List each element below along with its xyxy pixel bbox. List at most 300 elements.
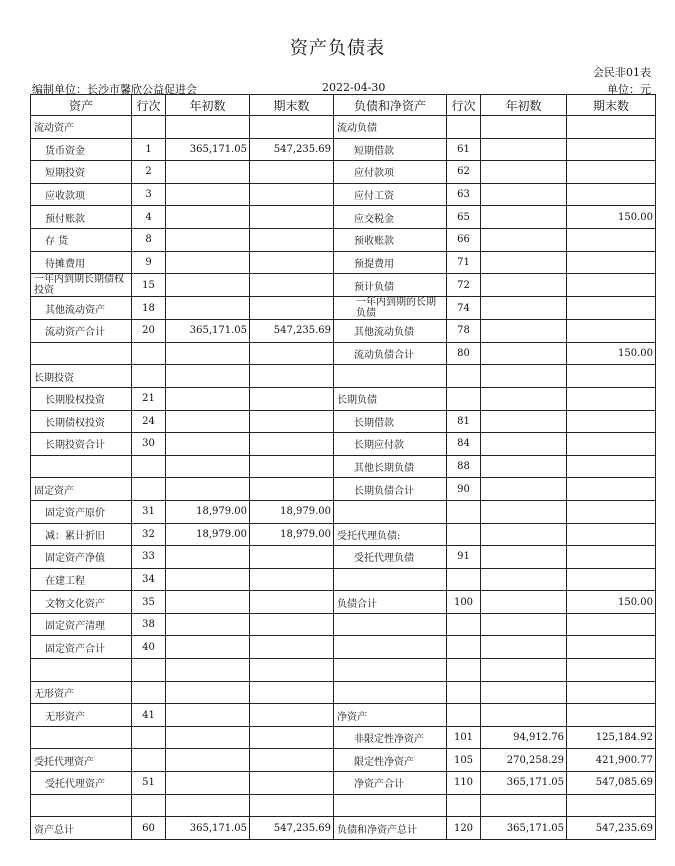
liability-item: 长期借款 (334, 410, 447, 433)
asset-item: 固定资产清理 (31, 613, 132, 636)
liability-item (334, 794, 447, 817)
liability-line-no (447, 636, 481, 659)
table-row (31, 206, 656, 229)
liability-beginning (481, 228, 567, 251)
asset-beginning (166, 342, 250, 365)
asset-beginning (166, 568, 250, 591)
table-row (31, 433, 656, 456)
table-row (31, 681, 656, 704)
liability-ending (567, 636, 656, 659)
liability-beginning (481, 455, 567, 478)
liability-beginning (481, 478, 567, 501)
liability-line-no: 72 (447, 274, 481, 297)
asset-ending (250, 681, 334, 704)
balance-sheet-body (31, 116, 656, 840)
liability-beginning (481, 794, 567, 817)
liability-ending: 547,085.69 (567, 772, 656, 795)
liability-item (334, 365, 447, 388)
header-line-no: 行次 (447, 95, 481, 116)
liability-item: 应付款项 (334, 161, 447, 184)
header-beginning-balance: 年初数 (481, 95, 567, 116)
asset-item (31, 726, 132, 749)
asset-beginning (166, 636, 250, 659)
liability-line-no: 91 (447, 546, 481, 569)
asset-item: 短期投资 (31, 161, 132, 184)
asset-line-no (132, 478, 166, 501)
liability-ending (567, 455, 656, 478)
table-row (31, 342, 656, 365)
liability-beginning (481, 206, 567, 229)
asset-beginning (166, 387, 250, 410)
liability-item: 负债合计 (334, 591, 447, 614)
liability-item: 净资产合计 (334, 772, 447, 795)
asset-item: 货币资金 (31, 138, 132, 161)
liability-ending (567, 274, 656, 297)
liability-beginning (481, 500, 567, 523)
liability-ending (567, 410, 656, 433)
liability-beginning: 270,258.29 (481, 749, 567, 772)
table-row (31, 410, 656, 433)
liability-ending (567, 161, 656, 184)
liability-item: 预计负债 (334, 274, 447, 297)
liability-ending: 150.00 (567, 342, 656, 365)
asset-line-no (132, 726, 166, 749)
liability-ending: 150.00 (567, 206, 656, 229)
liability-ending (567, 478, 656, 501)
asset-beginning (166, 183, 250, 206)
asset-line-no: 24 (132, 410, 166, 433)
asset-ending (250, 613, 334, 636)
asset-beginning (166, 726, 250, 749)
asset-line-no (132, 659, 166, 682)
liability-line-no (447, 568, 481, 591)
liability-item: 长期应付款 (334, 433, 447, 456)
table-row (31, 636, 656, 659)
liability-ending (567, 659, 656, 682)
liability-item: 受托代理负债 (334, 546, 447, 569)
asset-beginning (166, 794, 250, 817)
liability-ending (567, 183, 656, 206)
form-code: 会民非01表 (593, 66, 651, 79)
asset-ending (250, 161, 334, 184)
liability-beginning (481, 138, 567, 161)
liability-line-no (447, 500, 481, 523)
report-title: 资产负债表 (290, 38, 385, 59)
header-ending-balance: 期末数 (250, 95, 334, 116)
liability-line-no: 88 (447, 455, 481, 478)
table-row (31, 659, 656, 682)
liability-ending (567, 116, 656, 139)
asset-item: 存 货 (31, 228, 132, 251)
asset-beginning: 18,979.00 (166, 500, 250, 523)
asset-beginning: 365,171.05 (166, 138, 250, 161)
asset-item: 文物文化资产 (31, 591, 132, 614)
header-ending-balance: 期末数 (567, 95, 656, 116)
table-row (31, 297, 656, 320)
asset-beginning (166, 591, 250, 614)
liability-beginning (481, 116, 567, 139)
liability-ending (567, 523, 656, 546)
asset-beginning (166, 297, 250, 320)
asset-ending (250, 206, 334, 229)
table-row (31, 365, 656, 388)
asset-line-no: 4 (132, 206, 166, 229)
asset-line-no: 8 (132, 228, 166, 251)
asset-item: 受托代理资产 (31, 749, 132, 772)
asset-line-no: 38 (132, 613, 166, 636)
liability-ending (567, 794, 656, 817)
liability-beginning (481, 161, 567, 184)
table-row (31, 613, 656, 636)
asset-item: 资产总计 (31, 817, 132, 840)
table-row (31, 228, 656, 251)
liability-line-no: 74 (447, 297, 481, 320)
asset-item: 在建工程 (31, 568, 132, 591)
table-row (31, 704, 656, 727)
liability-line-no (447, 681, 481, 704)
header-beginning-balance: 年初数 (166, 95, 250, 116)
liability-line-no (447, 613, 481, 636)
asset-beginning (166, 365, 250, 388)
asset-line-no: 51 (132, 772, 166, 795)
asset-beginning (166, 478, 250, 501)
asset-item: 一年内到期长期债权投资 (31, 274, 132, 297)
liability-item: 净资产 (334, 704, 447, 727)
table-row (31, 387, 656, 410)
table-row (31, 726, 656, 749)
table-row (31, 251, 656, 274)
liability-ending: 547,235.69 (567, 817, 656, 840)
asset-item: 固定资产原价 (31, 500, 132, 523)
asset-beginning (166, 251, 250, 274)
liability-item: 长期负债 (334, 387, 447, 410)
liability-ending (567, 320, 656, 343)
asset-line-no: 3 (132, 183, 166, 206)
asset-ending (250, 659, 334, 682)
asset-item: 流动资产 (31, 116, 132, 139)
liability-item: 应交税金 (334, 206, 447, 229)
asset-item: 长期投资 (31, 365, 132, 388)
header-assets: 资产 (31, 95, 132, 116)
liability-item: 受托代理负债: (334, 523, 447, 546)
liability-beginning (481, 342, 567, 365)
asset-line-no: 35 (132, 591, 166, 614)
liability-ending: 125,184.92 (567, 726, 656, 749)
liability-line-no: 110 (447, 772, 481, 795)
asset-item: 其他流动资产 (31, 297, 132, 320)
liability-beginning (481, 636, 567, 659)
table-row (31, 183, 656, 206)
liability-item (334, 681, 447, 704)
table-row (31, 478, 656, 501)
table-row (31, 500, 656, 523)
liability-ending (567, 251, 656, 274)
liability-line-no (447, 365, 481, 388)
asset-item (31, 455, 132, 478)
asset-beginning (166, 410, 250, 433)
table-row (31, 274, 656, 297)
asset-item: 预付账款 (31, 206, 132, 229)
liability-item: 流动负债 (334, 116, 447, 139)
liability-ending (567, 704, 656, 727)
asset-ending (250, 274, 334, 297)
asset-beginning (166, 613, 250, 636)
liability-item: 短期借款 (334, 138, 447, 161)
liability-item (334, 659, 447, 682)
asset-ending (250, 546, 334, 569)
asset-ending (250, 568, 334, 591)
asset-line-no: 34 (132, 568, 166, 591)
asset-beginning (166, 772, 250, 795)
asset-item (31, 794, 132, 817)
header-line-no: 行次 (132, 95, 166, 116)
liability-beginning: 94,912.76 (481, 726, 567, 749)
asset-ending (250, 116, 334, 139)
asset-item: 应收款项 (31, 183, 132, 206)
asset-line-no: 32 (132, 523, 166, 546)
asset-line-no (132, 455, 166, 478)
asset-ending: 547,235.69 (250, 817, 334, 840)
asset-ending: 18,979.00 (250, 500, 334, 523)
asset-ending (250, 183, 334, 206)
asset-beginning (166, 546, 250, 569)
table-row (31, 794, 656, 817)
liability-beginning (481, 251, 567, 274)
asset-beginning (166, 228, 250, 251)
asset-line-no: 9 (132, 251, 166, 274)
asset-ending (250, 772, 334, 795)
asset-item: 固定资产净值 (31, 546, 132, 569)
asset-item: 无形资产 (31, 681, 132, 704)
liability-line-no (447, 387, 481, 410)
asset-beginning: 18,979.00 (166, 523, 250, 546)
asset-item: 待摊费用 (31, 251, 132, 274)
liability-ending (567, 433, 656, 456)
asset-item (31, 342, 132, 365)
liability-beginning (481, 546, 567, 569)
liability-item: 一年内到期的长期负债 (334, 297, 447, 320)
liability-beginning: 365,171.05 (481, 817, 567, 840)
liability-line-no: 105 (447, 749, 481, 772)
asset-ending (250, 342, 334, 365)
asset-ending (250, 726, 334, 749)
liability-line-no (447, 116, 481, 139)
liability-line-no: 90 (447, 478, 481, 501)
asset-item: 无形资产 (31, 704, 132, 727)
asset-beginning (166, 206, 250, 229)
asset-line-no: 18 (132, 297, 166, 320)
asset-item: 固定资产 (31, 478, 132, 501)
asset-line-no: 20 (132, 320, 166, 343)
asset-line-no: 31 (132, 500, 166, 523)
reporting-organization: 编制单位：长沙市馨欣公益促进会 (32, 83, 197, 96)
table-row (31, 749, 656, 772)
asset-ending (250, 749, 334, 772)
report-date: 2022-04-30 (322, 81, 386, 94)
table-row (31, 161, 656, 184)
table-row (31, 523, 656, 546)
liability-line-no (447, 523, 481, 546)
liability-item: 其他长期负债 (334, 455, 447, 478)
asset-line-no (132, 681, 166, 704)
liability-line-no: 100 (447, 591, 481, 614)
liability-item: 预收账款 (334, 228, 447, 251)
asset-line-no: 30 (132, 433, 166, 456)
asset-line-no: 41 (132, 704, 166, 727)
asset-line-no: 21 (132, 387, 166, 410)
liability-item: 长期负债合计 (334, 478, 447, 501)
asset-ending (250, 410, 334, 433)
liability-ending: 150.00 (567, 591, 656, 614)
liability-ending (567, 365, 656, 388)
liability-line-no: 78 (447, 320, 481, 343)
table-row (31, 546, 656, 569)
asset-beginning (166, 659, 250, 682)
table-row (31, 320, 656, 343)
liability-ending (567, 613, 656, 636)
liability-beginning (481, 659, 567, 682)
asset-ending: 547,235.69 (250, 138, 334, 161)
liability-beginning (481, 433, 567, 456)
asset-line-no (132, 365, 166, 388)
liability-beginning (481, 387, 567, 410)
asset-item (31, 659, 132, 682)
asset-beginning (166, 433, 250, 456)
liability-item: 负债和净资产总计 (334, 817, 447, 840)
asset-ending (250, 636, 334, 659)
asset-ending (250, 251, 334, 274)
liability-beginning: 365,171.05 (481, 772, 567, 795)
asset-beginning (166, 161, 250, 184)
asset-beginning (166, 681, 250, 704)
liability-line-no: 63 (447, 183, 481, 206)
asset-ending (250, 704, 334, 727)
liability-item (334, 500, 447, 523)
asset-item: 减：累计折旧 (31, 523, 132, 546)
asset-item: 长期投资合计 (31, 433, 132, 456)
liability-line-no: 80 (447, 342, 481, 365)
asset-ending (250, 794, 334, 817)
liability-ending (567, 228, 656, 251)
asset-item: 长期债权投资 (31, 410, 132, 433)
currency-unit: 单位：元 (607, 83, 651, 96)
liability-line-no (447, 704, 481, 727)
asset-item: 固定资产合计 (31, 636, 132, 659)
liability-beginning (481, 704, 567, 727)
liability-line-no: 65 (447, 206, 481, 229)
liability-beginning (481, 297, 567, 320)
liability-line-no: 81 (447, 410, 481, 433)
asset-line-no: 33 (132, 546, 166, 569)
liability-beginning (481, 320, 567, 343)
asset-item: 受托代理资产 (31, 772, 132, 795)
liability-beginning (481, 591, 567, 614)
liability-ending (567, 681, 656, 704)
liability-ending (567, 138, 656, 161)
liability-line-no: 66 (447, 228, 481, 251)
liability-item: 应付工资 (334, 183, 447, 206)
table-row (31, 772, 656, 795)
liability-item: 非限定性净资产 (334, 726, 447, 749)
liability-ending (567, 546, 656, 569)
asset-ending (250, 365, 334, 388)
liability-item (334, 568, 447, 591)
table-row (31, 591, 656, 614)
asset-ending (250, 478, 334, 501)
asset-beginning: 365,171.05 (166, 320, 250, 343)
liability-beginning (481, 183, 567, 206)
liability-line-no (447, 794, 481, 817)
asset-ending (250, 455, 334, 478)
asset-item: 流动资产合计 (31, 320, 132, 343)
asset-line-no (132, 794, 166, 817)
asset-ending (250, 433, 334, 456)
liability-beginning (481, 410, 567, 433)
asset-line-no: 15 (132, 274, 166, 297)
asset-beginning (166, 116, 250, 139)
liability-item (334, 636, 447, 659)
asset-line-no (132, 749, 166, 772)
liability-beginning (481, 613, 567, 636)
liability-ending (567, 297, 656, 320)
table-row (31, 116, 656, 139)
liability-line-no: 84 (447, 433, 481, 456)
liability-item: 其他流动负债 (334, 320, 447, 343)
header-row (31, 95, 656, 116)
asset-line-no (132, 116, 166, 139)
liability-beginning (481, 681, 567, 704)
balance-sheet-table (30, 94, 656, 840)
asset-line-no: 40 (132, 636, 166, 659)
asset-beginning (166, 274, 250, 297)
liability-beginning (481, 568, 567, 591)
asset-ending (250, 387, 334, 410)
liability-beginning (481, 523, 567, 546)
liability-line-no: 61 (447, 138, 481, 161)
liability-line-no: 71 (447, 251, 481, 274)
asset-ending (250, 228, 334, 251)
asset-ending: 18,979.00 (250, 523, 334, 546)
asset-ending: 547,235.69 (250, 320, 334, 343)
asset-line-no (132, 342, 166, 365)
asset-beginning (166, 704, 250, 727)
liability-item: 限定性净资产 (334, 749, 447, 772)
liability-item (334, 613, 447, 636)
liability-line-no: 62 (447, 161, 481, 184)
asset-beginning (166, 749, 250, 772)
asset-beginning: 365,171.05 (166, 817, 250, 840)
liability-line-no (447, 659, 481, 682)
table-row (31, 568, 656, 591)
asset-ending (250, 297, 334, 320)
liability-item: 流动负债合计 (334, 342, 447, 365)
asset-beginning (166, 455, 250, 478)
liability-ending (567, 387, 656, 410)
liability-ending (567, 568, 656, 591)
liability-ending: 421,900.77 (567, 749, 656, 772)
table-row (31, 817, 656, 840)
liability-beginning (481, 274, 567, 297)
table-row (31, 455, 656, 478)
asset-item: 长期股权投资 (31, 387, 132, 410)
table-row (31, 138, 656, 161)
asset-ending (250, 591, 334, 614)
liability-item: 预提费用 (334, 251, 447, 274)
liability-line-no: 120 (447, 817, 481, 840)
header-liabilities-net-assets: 负债和净资产 (334, 95, 447, 116)
asset-line-no: 2 (132, 161, 166, 184)
asset-line-no: 60 (132, 817, 166, 840)
